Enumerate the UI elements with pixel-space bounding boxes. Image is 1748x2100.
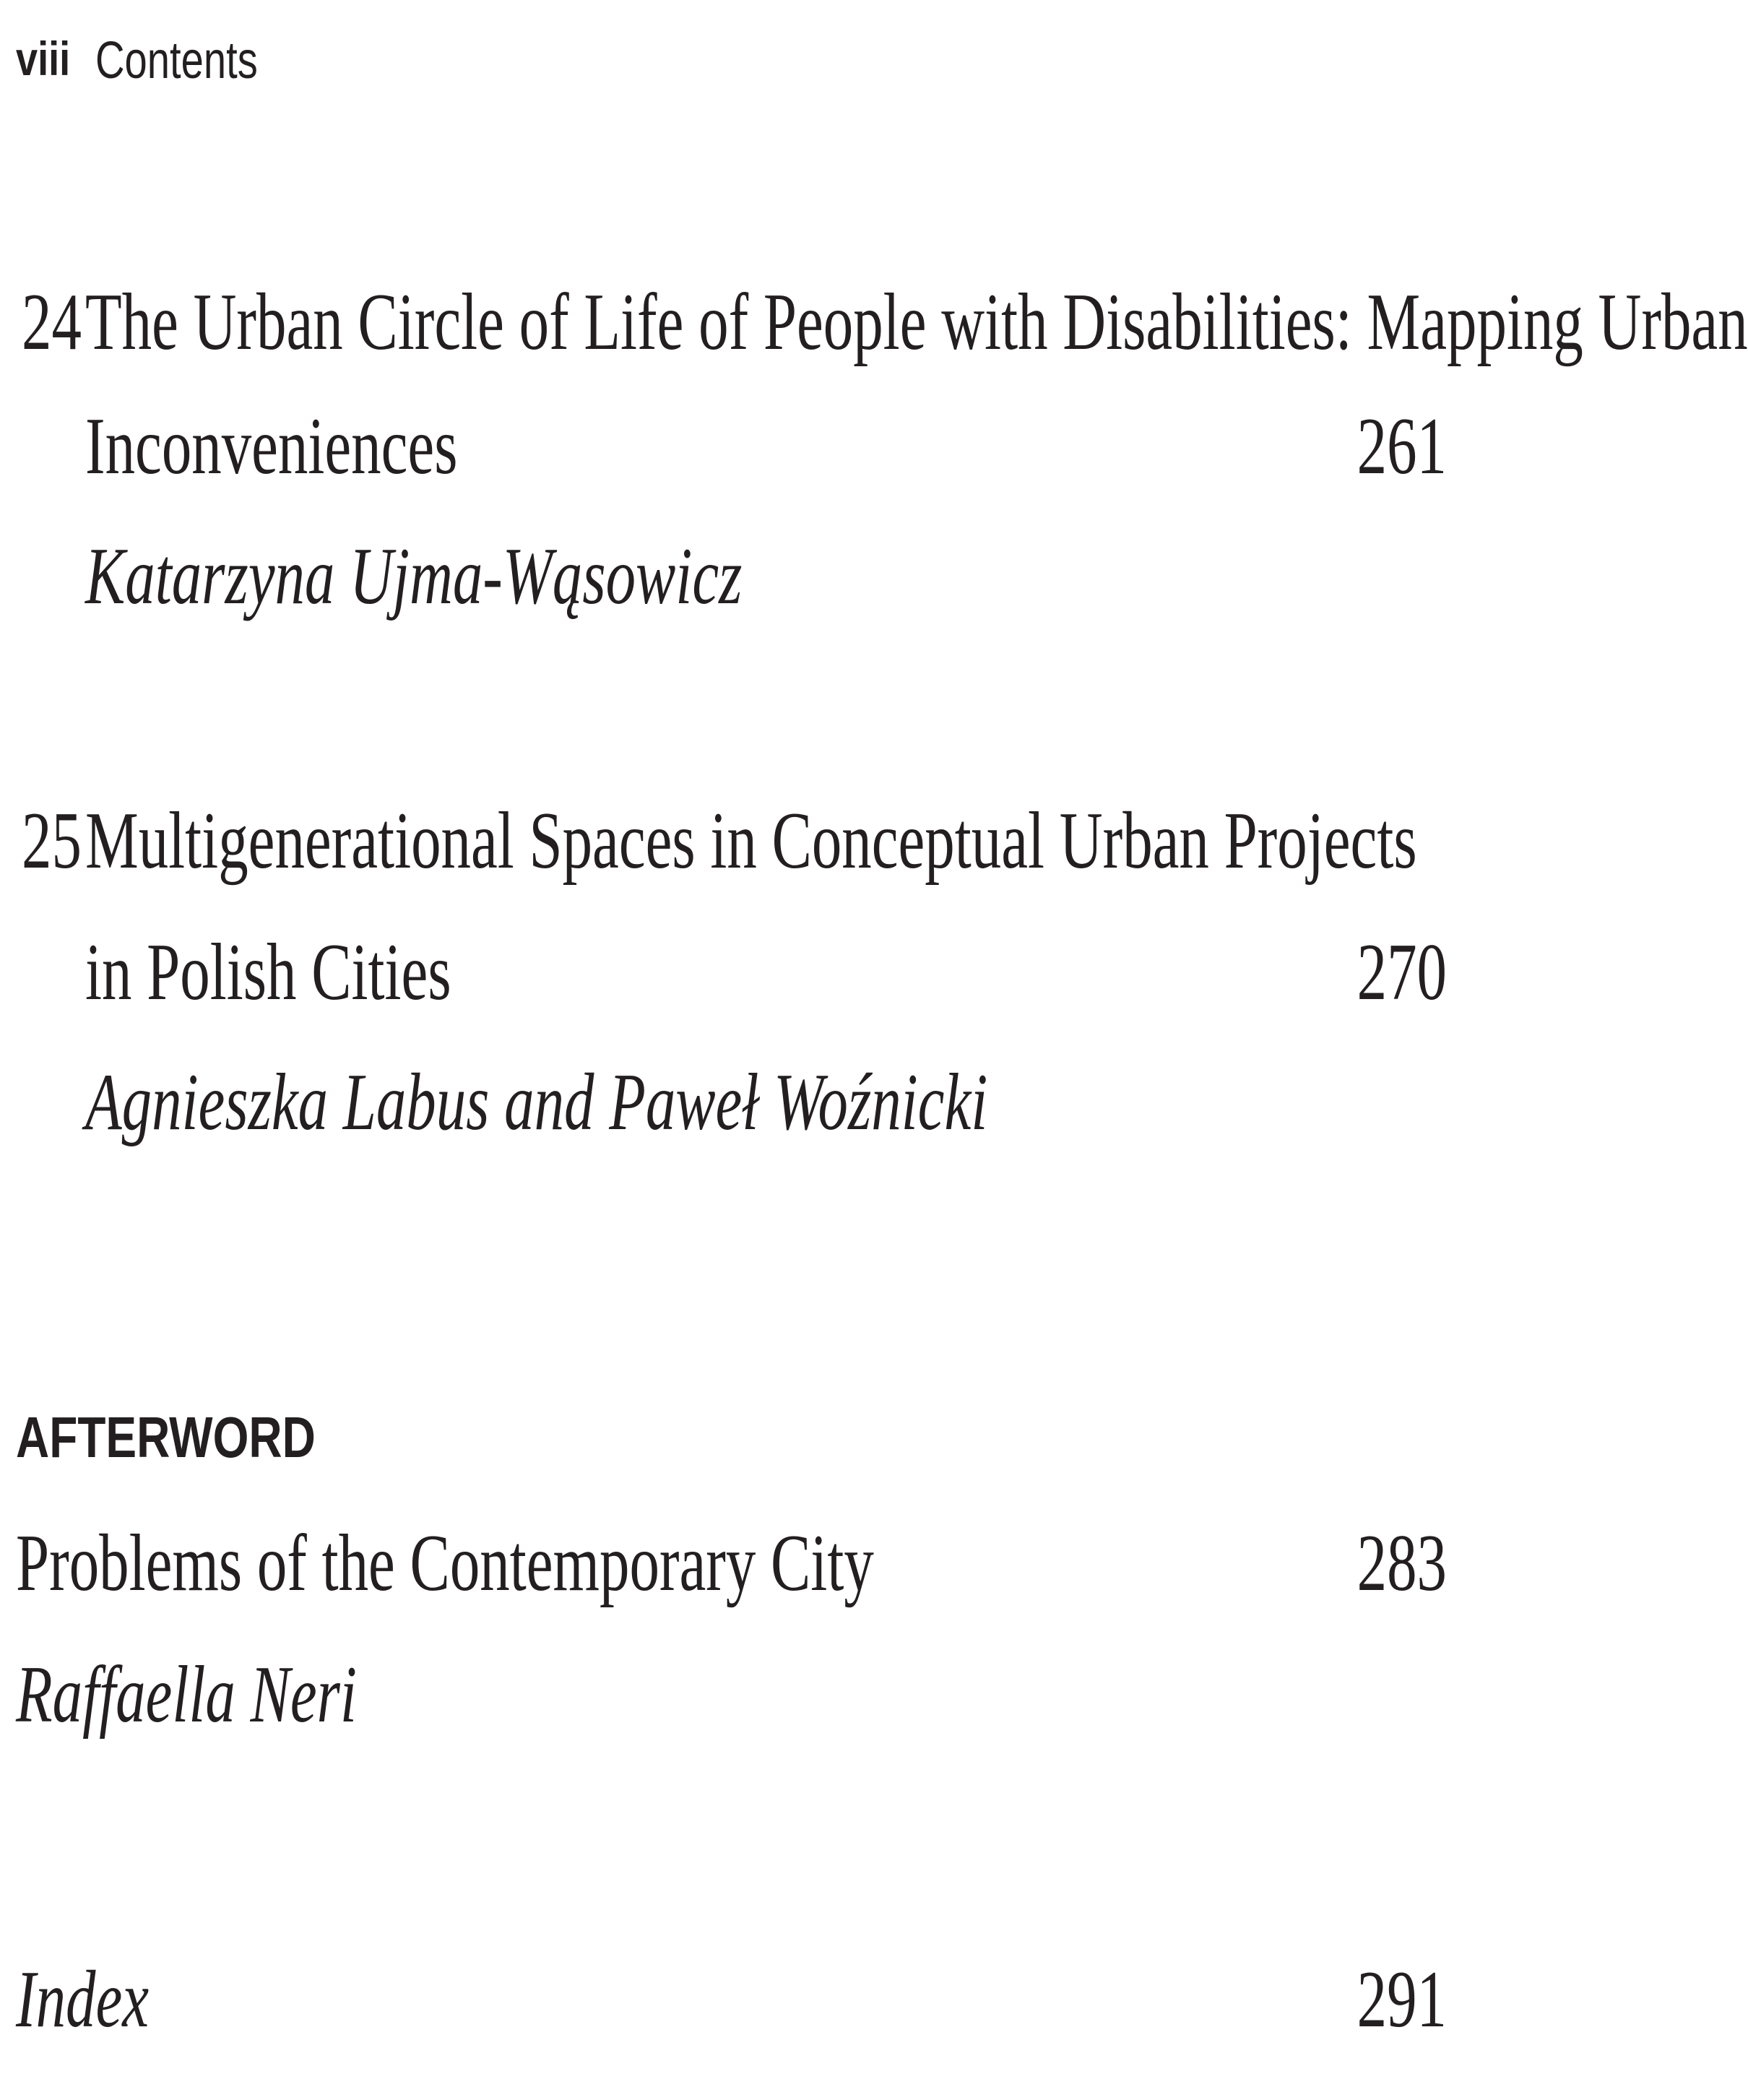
afterword-title: Problems of the Contemporary City [16, 1518, 874, 1608]
afterword-page-number: 283 [1357, 1518, 1447, 1608]
page-folio: viii [16, 32, 71, 85]
afterword-author: Raffaella Neri [16, 1650, 357, 1740]
chapter-title-line2: in Polish Cities [85, 928, 451, 1017]
chapter-page-number: 261 [1357, 402, 1447, 491]
index-page-number: 291 [1357, 1955, 1447, 2044]
chapter-title-line2: Inconveniences [85, 402, 458, 491]
chapter-page-number: 270 [1357, 928, 1447, 1017]
chapter-author: Katarzyna Ujma-Wąsowicz [85, 532, 743, 621]
chapter-title-line1: The Urban Circle of Life of People with Disabilities: Mapping Urban [85, 277, 1748, 367]
chapter-number: 25 [22, 796, 82, 886]
chapter-title-line1: Multigenerational Spaces in Conceptual Urban Projects [85, 796, 1417, 886]
section-heading-afterword: AFTERWORD [16, 1405, 316, 1469]
index-label: Index [16, 1955, 150, 2044]
chapter-author: Agnieszka Labus and Paweł Woźnicki [85, 1058, 988, 1147]
running-header-title: Contents [95, 32, 258, 90]
chapter-number: 24 [22, 277, 82, 367]
